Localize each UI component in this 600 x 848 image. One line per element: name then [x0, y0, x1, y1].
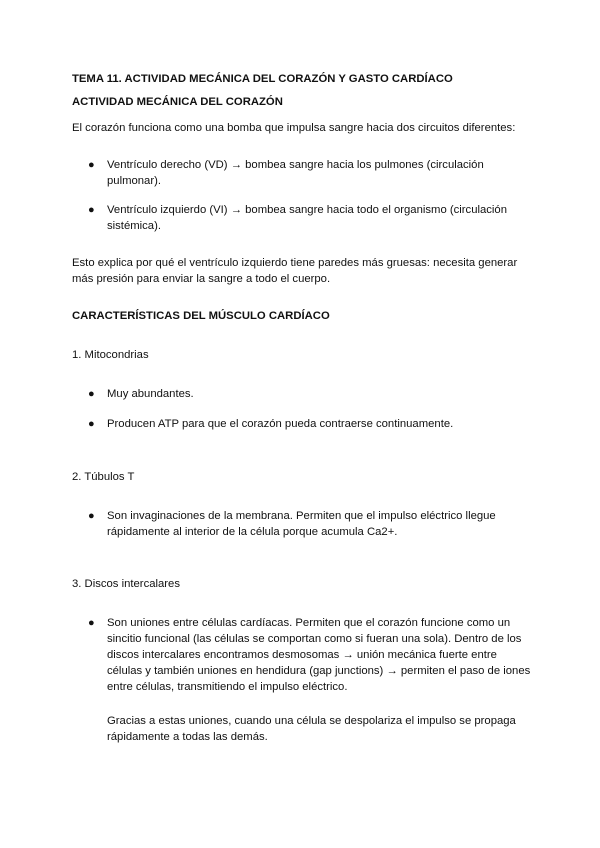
list-item-line: pulmonar). — [107, 175, 161, 187]
list-item-line: sincitio funcional (las células se comportan como si fueran una sola). Dentro de los — [107, 633, 522, 645]
paragraph-line: más presión para enviar la sangre a todo el cuerpo. — [72, 273, 331, 285]
note-paragraph — [107, 713, 547, 745]
intro-paragraph: El corazón funciona como una bomba que impulsa sangre hacia dos circuitos diferentes: — [72, 122, 516, 134]
section-heading-caracteristicas: CARACTERÍSTICAS DEL MÚSCULO CARDÍACO — [72, 310, 330, 322]
paragraph-line: Esto explica por qué el ventrículo izquierdo tiene paredes más gruesas: necesita generar — [72, 257, 518, 269]
bullet-marker: ● — [88, 204, 95, 216]
list-item-line: discos intercalares encontramos desmosomas → unión mecánica fuerte entre — [107, 649, 497, 661]
list-item-line: entre células, transmitiendo el impulso eléctrico. — [107, 681, 348, 693]
list-item-uniones — [107, 615, 547, 695]
list-item-line: sistémica). — [107, 220, 161, 232]
subheading-mitocondrias: 1. Mitocondrias — [72, 349, 149, 361]
list-item-invaginaciones — [107, 508, 547, 540]
subheading-discos: 3. Discos intercalares — [72, 578, 180, 590]
bullet-marker: ● — [88, 617, 95, 629]
conclusion-paragraph — [72, 255, 517, 287]
bullet-marker: ● — [88, 510, 95, 522]
list-item-line: Ventrículo izquierdo (VI) → bombea sangre hacia todo el organismo (circulación — [107, 204, 507, 216]
list-item-line: Ventrículo derecho (VD) → bombea sangre hacia los pulmones (circulación — [107, 159, 484, 171]
list-item-line: Son uniones entre células cardíacas. Permiten que el corazón funcione como un — [107, 617, 511, 629]
subheading-tubulos: 2. Túbulos T — [72, 471, 135, 483]
list-item-vi — [107, 202, 547, 234]
list-item-atp: Producen ATP para que el corazón pueda contraerse continuamente. — [107, 418, 454, 430]
bullet-marker: ● — [88, 159, 95, 171]
paragraph-line: Gracias a estas uniones, cuando una célula se despolariza el impulso se propaga — [107, 715, 516, 727]
list-item-abundantes: Muy abundantes. — [107, 388, 194, 400]
list-item-line: Son invaginaciones de la membrana. Permiten que el impulso eléctrico llegue — [107, 510, 496, 522]
bullet-marker: ● — [88, 388, 95, 400]
list-item-line: células y también uniones en hendidura (gap junctions) → permiten el paso de iones — [107, 665, 531, 677]
section-heading-actividad: ACTIVIDAD MECÁNICA DEL CORAZÓN — [72, 96, 283, 108]
list-item-line: rápidamente al interior de la célula porque acumula Ca2+. — [107, 526, 398, 538]
list-item-vd — [107, 157, 547, 189]
document-title: TEMA 11. ACTIVIDAD MECÁNICA DEL CORAZÓN Y GASTO CARDÍACO — [72, 73, 453, 85]
paragraph-line: rápidamente a todas las demás. — [107, 731, 268, 743]
bullet-marker: ● — [88, 418, 95, 430]
